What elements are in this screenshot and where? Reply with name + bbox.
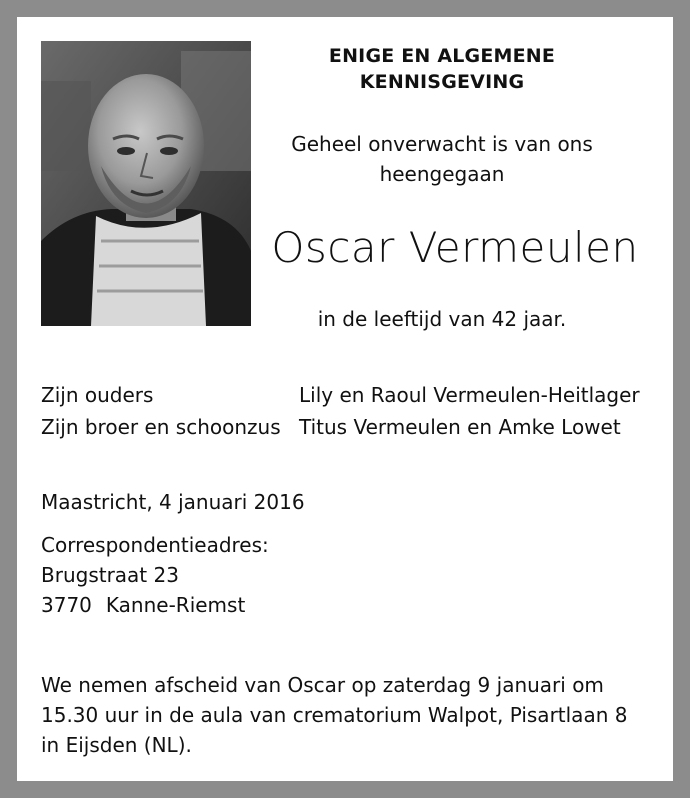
correspondence-address xyxy=(41,530,269,620)
family-names: Lily en Raoul Vermeulen-Heitlager xyxy=(299,383,640,407)
family-relation: Zijn broer en schoonzus xyxy=(41,415,281,439)
farewell-line-2: 15.30 uur in de aula van crematorium Walpot, Pisartlaan 8 xyxy=(41,703,628,727)
family-list xyxy=(41,379,661,443)
intro-line-1: Geheel onverwacht is van ons xyxy=(291,132,593,156)
farewell-line-3: in Eijsden (NL). xyxy=(41,733,192,757)
address-street: Brugstraat 23 xyxy=(41,563,179,587)
farewell-text xyxy=(41,670,665,760)
address-city: Kanne-Riemst xyxy=(105,593,246,617)
age-text: in de leeftijd van 42 jaar. xyxy=(317,307,567,331)
portrait-photo xyxy=(41,41,251,326)
heading-line-2: KENNISGEVING xyxy=(359,71,525,93)
portrait-image xyxy=(41,41,251,326)
intro-text xyxy=(257,129,627,189)
address-label: Correspondentieadres: xyxy=(41,533,269,557)
address-zip-city xyxy=(41,590,269,620)
heading-line-1: ENIGE EN ALGEMENE xyxy=(328,45,556,67)
notice-heading xyxy=(257,43,627,95)
deceased-name: Oscar Vermeulen xyxy=(271,223,639,272)
farewell-line-1: We nemen afscheid van Oscar op zaterdag 9 januari om xyxy=(41,673,604,697)
address-postcode: 3770 xyxy=(41,593,92,617)
family-names: Titus Vermeulen en Amke Lowet xyxy=(299,415,621,439)
place-date: Maastricht, 4 januari 2016 xyxy=(41,490,305,514)
family-row xyxy=(41,379,661,411)
family-relation: Zijn ouders xyxy=(41,383,154,407)
intro-line-2: heengegaan xyxy=(379,162,505,186)
family-row xyxy=(41,411,661,443)
obituary-card xyxy=(17,17,673,781)
